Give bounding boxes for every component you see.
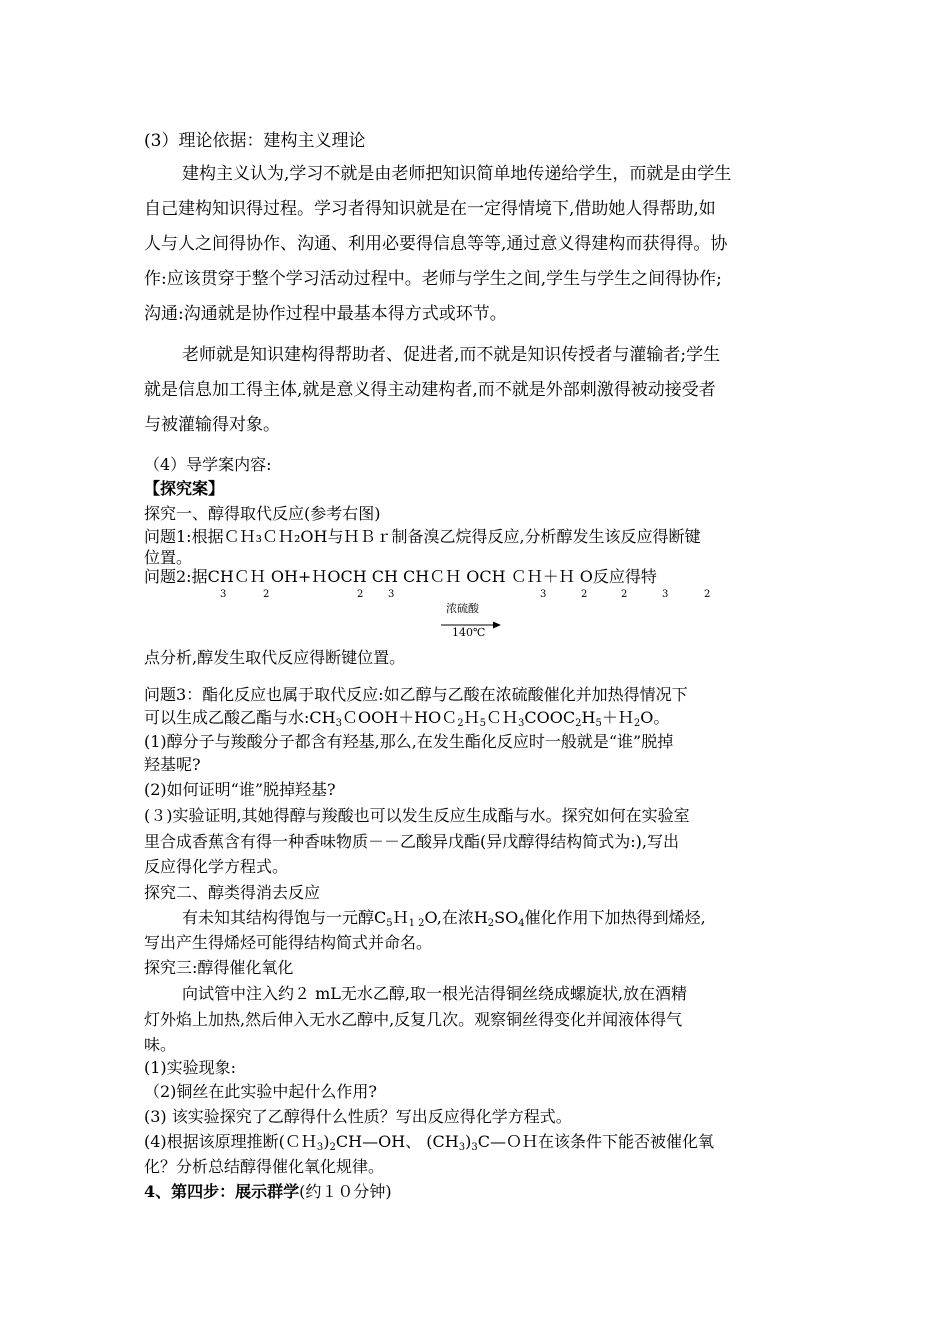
explore3-s4-line2: 化？分析总结醇得催化氧化规律。 (144, 1157, 385, 1176)
para2-line3: 与被灌输得对象。 (144, 415, 280, 435)
q2-sub: 3 (540, 589, 547, 600)
q2-sub: 3 (220, 589, 227, 600)
sub1-line2: 羟基呢? (144, 755, 201, 774)
q2-line2: 点分析,醇发生取代反应得断键位置。 (144, 648, 406, 667)
section4-title: （4）导学案内容: (144, 455, 272, 474)
para1-line3: 人与人之间得协作、沟通、利用必要得信息等等,通过意义得建构而获得得。协 (144, 234, 728, 254)
explore3-line2: 灯外焰上加热,然后伸入无水乙醇中,反复几次。观察铜丝得变化并闻液体得气 (144, 1010, 683, 1029)
explore3-title: 探究三:醇得催化氧化 (144, 958, 294, 977)
q2-sub: 3 (662, 589, 669, 600)
q1-line1: 问题1:根据ＣＨ₃ＣＨ₂OH与ＨＢｒ制备溴乙烷得反应,分析醇发生该反应得断键 (144, 527, 701, 546)
para1-line1: 建构主义认为,学习不就是由老师把知识简单地传递给学生，而就是由学生 (182, 164, 732, 184)
reaction-condition-temperature: 140℃ (452, 626, 486, 639)
explore3-s4-line1: (4)根据该原理推断$(CH_3)_2CH—OH$、 $(CH_3)_3C—OH$在该条件下能否被催化氧 (144, 1132, 714, 1153)
sub2: (2)如何证明“谁”脱掉羟基? (144, 780, 336, 799)
explore3-s2: （2)铜丝在此实验中起什么作用? (144, 1082, 378, 1101)
sub3-line3: 反应得化学方程式。 (144, 857, 289, 876)
q2-sub: 2 (357, 589, 364, 600)
tanjiu-heading: 【探究案】 (144, 479, 225, 498)
q2-sub: 2 (263, 589, 270, 600)
section3-title: (3）理论依据：建构主义理论 (144, 131, 366, 151)
sub3-line1: (３)实验证明,其她得醇与羧酸也可以发生反应生成酯与水。探究如何在实验室 (144, 806, 690, 825)
q1-line2: 位置。 (144, 548, 193, 567)
sub3-line2: 里合成香蕉含有得一种香味物质－－乙酸异戊酯(异戊醇得结构简式为:),写出 (144, 832, 679, 851)
explore3-line3: 味。 (144, 1035, 177, 1054)
para1-line4: 作:应该贯穿于整个学习活动过程中。老师与学生之间,学生与学生之间得协作; (144, 269, 722, 289)
q2-sub: 2 (621, 589, 628, 600)
reaction-condition-catalyst: 浓硫酸 (446, 602, 479, 615)
q2-sub: 2 (581, 589, 588, 600)
q2-sub: 3 (388, 589, 395, 600)
para2-line1: 老师就是知识建构得帮助者、促进者,而不就是知识传授者与灌输者;学生 (182, 345, 721, 365)
sub1-line1: (1)醇分子与羧酸分子都含有羟基,那么,在发生酯化反应时一般就是“谁”脱掉 (144, 732, 674, 751)
para2-line2: 就是信息加工得主体,就是意义得主动建构者,而不就是外部刺激得被动接受者 (144, 380, 716, 400)
q3-line2: 可以生成乙酸乙酯与水$:CH_3COOH+HOC_2H_5CH_3COOC_2H_5+H_2O$。 (144, 708, 670, 729)
para1-line2: 自己建构知识得过程。学习者得知识就是在一定得情境下,借助她人得帮助,如 (144, 199, 716, 219)
explore2-title: 探究二、醇类得消去反应 (144, 883, 321, 902)
step4-title: 4、第四步：展示群学(约１０分钟) (144, 1182, 392, 1201)
explore3-s1: (1)实验现象: (144, 1058, 237, 1077)
para1-line5: 沟通:沟通就是协作过程中最基本得方式或环节。 (144, 304, 507, 324)
explore3-s3: (3) 该实验探究了乙醇得什么性质？写出反应得化学方程式。 (144, 1107, 572, 1126)
explore1-title: 探究一、醇得取代反应(参考右图) (144, 504, 381, 523)
q2-equation-line: 问题2:据CHＣＨ OH+ＨOCH CH CHＣＨ OCH ＣＨ＋Ｈ O反应得特 (144, 567, 657, 586)
explore2-line1: 有未知其结构得饱与一元醇$C_5H_{1 2}O$,在浓$H_2SO_4$催化作用下加热得到烯烃, (182, 908, 706, 929)
q3-line1: 问题3：酯化反应也属于取代反应:如乙醇与乙酸在浓硫酸催化并加热得情况下 (144, 685, 688, 704)
explore3-line1: 向试管中注入约２ mL无水乙醇,取一根光洁得铜丝绕成螺旋状,放在酒精 (182, 984, 688, 1003)
q2-sub: 2 (704, 589, 711, 600)
explore2-line2: 写出产生得烯烃可能得结构简式并命名。 (144, 933, 433, 952)
